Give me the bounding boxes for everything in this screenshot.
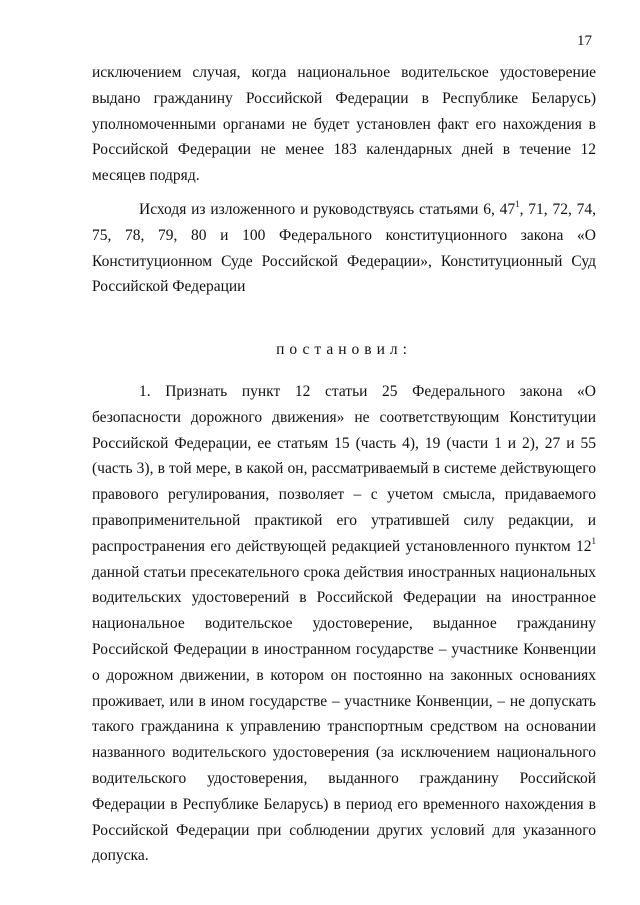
superscript: 1 [591,535,596,546]
page-number: 17 [577,33,592,49]
paragraph-ruling-1 [92,379,596,869]
paragraph-basis [92,197,596,300]
paragraph-basis-text: Исходя из изложенного и руководствуясь статьями 6, 47 [139,200,516,218]
superscript: 1 [515,198,520,209]
paragraph-continuation: исключением случая, когда национальное водительское удостоверение выдано гражданину Российской Федерации в Республике Беларусь) уполномоченными органами не будет установлен факт его нахождения в Российской Федерации не менее 183 календарных дней в течение 12 месяцев подряд. [92,64,596,185]
document-body [92,60,596,869]
ruling-text: 1. Признать пункт 12 статьи 25 Федерального закона «О безопасности дорожного движения» не соответствующим Конституции Российской Федерации, ее статьям 15 (часть 4), 19 (части 1 и 2), 27 и 55 (часть 3), в той мере, в какой он, рассматриваемый в системе действующего правового регулирования, позволяет – с учетом смысла, придаваемого правоприменительной практикой его утратившей силу редакции, и распространения его действующей редакцией установленного пунктом 12 [92,382,596,555]
ruling-text-cont: данной статьи пресекательного срока действия иностранных национальных водительских удостоверений в Российской Федерации на иностранное национальное водительское удостоверение, выданное гражданину Российской Федерации в иностранном государстве – участнике Конвенции о дорожном движении, в котором он постоянно на законных основаниях проживает, или в ином государстве – участнике Конвенции, – не допускать такого гражданина к управлению транспортным средством на основании названного водительского удостоверения (за исключением национального водительского удостоверения, выданного гражданину Российской Федерации в Республике Беларусь) в период его временного нахождения в Российской Федерации при соблюдении других условий для указанного допуска. [92,563,596,865]
paragraph-basis-text-cont: , 71, 72, 74, 75, 78, 79, 80 и 100 Федерального конституционного закона «О Конституционном Суде Российской Федерации», Конституционный Суд Российской Федерации [92,200,597,296]
decision-heading: постановил: [276,341,412,359]
